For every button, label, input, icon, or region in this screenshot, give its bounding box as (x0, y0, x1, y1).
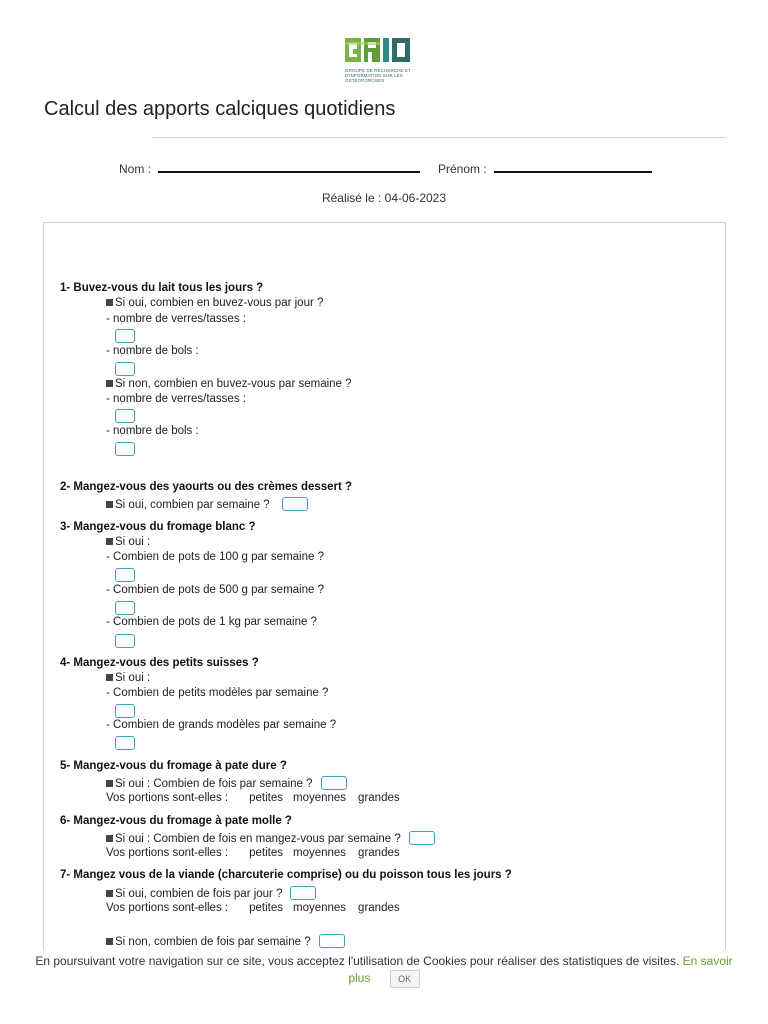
q4-small-input[interactable] (115, 704, 135, 718)
q7-yes-input[interactable] (290, 886, 316, 900)
q4-small-label: - Combien de petits modèles par semaine ? (106, 687, 329, 699)
q7-portions-row (106, 902, 400, 914)
q7-no-input[interactable] (319, 934, 345, 948)
bullet-icon (106, 538, 113, 545)
bullet-icon (106, 674, 113, 681)
bullet-icon (106, 380, 113, 387)
q1-yes-glasses-label: - nombre de verres/tasses : (106, 313, 246, 325)
q2-yes-line (106, 497, 308, 511)
q3-pots1kg-label: - Combien de pots de 1 kg par semaine ? (106, 616, 317, 628)
q6-yes-label: Si oui : Combien de fois en mangez-vous par semaine ? (115, 833, 401, 845)
q1-no-bowls-label: - nombre de bols : (106, 425, 199, 437)
question-4-title: 4- Mangez-vous des petits suisses ? (60, 657, 259, 669)
q1-no-glasses-label: - nombre de verres/tasses : (106, 393, 246, 405)
q1-yes-bowls-input[interactable] (115, 362, 135, 376)
q7-no-line (106, 934, 345, 948)
q3-pots100-label: - Combien de pots de 100 g par semaine ? (106, 551, 324, 563)
q6-portion-moyennes[interactable]: moyennes (292, 847, 347, 859)
q6-portion-petites[interactable]: petites (249, 847, 283, 859)
q4-yes-label: Si oui : (115, 672, 151, 684)
q1-yes-bowls-label: - nombre de bols : (106, 345, 199, 357)
q7-no-label: Si non, combien de fois par semaine ? (115, 936, 311, 948)
q7-portion-moyennes[interactable]: moyennes (292, 902, 347, 914)
bullet-icon (106, 890, 113, 897)
q2-yes-label: Si oui, combien par semaine ? (115, 499, 270, 511)
q1-yes-label: Si oui, combien en buvez-vous par jour ? (115, 297, 324, 309)
q1-no-bowls-input[interactable] (115, 442, 135, 456)
q6-portions-label: Vos portions sont-elles : (106, 847, 229, 859)
cookie-message: En poursuivant votre navigation sur ce site, vous acceptez l'utilisation de Cookies pour réaliser des statistiques de visites. (35, 954, 680, 968)
q7-yes-label: Si oui, combien de fois par jour ? (115, 888, 283, 900)
q6-yes-line (106, 831, 435, 845)
question-5-title: 5- Mangez-vous du fromage à pate dure ? (60, 760, 287, 772)
cookie-learn-more-link[interactable]: En savoir plus (348, 954, 733, 986)
prenom-label: Prénom : (438, 162, 487, 176)
q1-no-label: Si non, combien en buvez-vous par semaine ? (115, 378, 352, 390)
q6-portion-grandes[interactable]: grandes (358, 847, 400, 859)
q1-no-line (106, 378, 352, 390)
q4-large-label: - Combien de grands modèles par semaine ? (106, 719, 337, 731)
q5-portion-grandes[interactable]: grandes (358, 792, 400, 804)
q4-large-input[interactable] (115, 736, 135, 750)
bullet-icon (106, 501, 113, 508)
question-6-title: 6- Mangez-vous du fromage à pate molle ? (60, 815, 292, 827)
prenom-field[interactable] (494, 160, 652, 173)
q7-portions-label: Vos portions sont-elles : (106, 902, 229, 914)
bullet-icon (106, 835, 113, 842)
q5-portion-petites[interactable]: petites (249, 792, 283, 804)
nom-field[interactable] (158, 160, 420, 173)
question-2-title: 2- Mangez-vous des yaourts ou des crèmes dessert ? (60, 481, 353, 493)
q5-yes-line (106, 776, 347, 790)
q3-pots1kg-input[interactable] (115, 634, 135, 648)
q1-yes-line (106, 297, 323, 309)
nom-label: Nom : (119, 162, 152, 176)
logo-tagline: GROUPE DE RECHERCHE ET D'INFORMATION SUR LES OSTÉOPOROSES (345, 68, 411, 83)
q2-yes-input[interactable] (282, 497, 308, 511)
bullet-icon (106, 299, 113, 306)
q7-portion-petites[interactable]: petites (249, 902, 283, 914)
q5-portions-row (106, 792, 400, 804)
q5-portion-moyennes[interactable]: moyennes (292, 792, 347, 804)
question-3-title: 3- Mangez-vous du fromage blanc ? (60, 521, 256, 533)
question-1-title: 1- Buvez-vous du lait tous les jours ? (60, 282, 264, 294)
cookie-banner (0, 950, 768, 1024)
q3-yes-line (106, 536, 150, 548)
q3-pots500-input[interactable] (115, 601, 135, 615)
q7-yes-line (106, 886, 316, 900)
q5-yes-input[interactable] (321, 776, 347, 790)
q5-portions-label: Vos portions sont-elles : (106, 792, 229, 804)
q1-no-glasses-input[interactable] (115, 409, 135, 423)
bullet-icon (106, 938, 113, 945)
date-realise: Réalisé le : 04-06-2023 (321, 191, 447, 205)
q1-yes-glasses-input[interactable] (115, 329, 135, 343)
q6-yes-input[interactable] (409, 831, 435, 845)
title-divider (152, 137, 726, 138)
q4-yes-line (106, 672, 150, 684)
question-7-title: 7- Mangez vous de la viande (charcuterie comprise) ou du poisson tous les jours ? (60, 869, 512, 881)
q3-yes-label: Si oui : (115, 536, 151, 548)
q3-pots500-label: - Combien de pots de 500 g par semaine ? (106, 584, 324, 596)
q7-portion-grandes[interactable]: grandes (358, 902, 400, 914)
prenom-row (438, 160, 652, 176)
nom-row (119, 160, 420, 176)
cookie-ok-button[interactable]: OK (390, 970, 420, 988)
bullet-icon (106, 780, 113, 787)
page-title: Calcul des apports calciques quotidiens (44, 98, 396, 120)
q3-pots100-input[interactable] (115, 568, 135, 582)
q5-yes-label: Si oui : Combien de fois par semaine ? (115, 778, 313, 790)
q6-portions-row (106, 847, 400, 859)
cookie-text-block (30, 953, 738, 988)
